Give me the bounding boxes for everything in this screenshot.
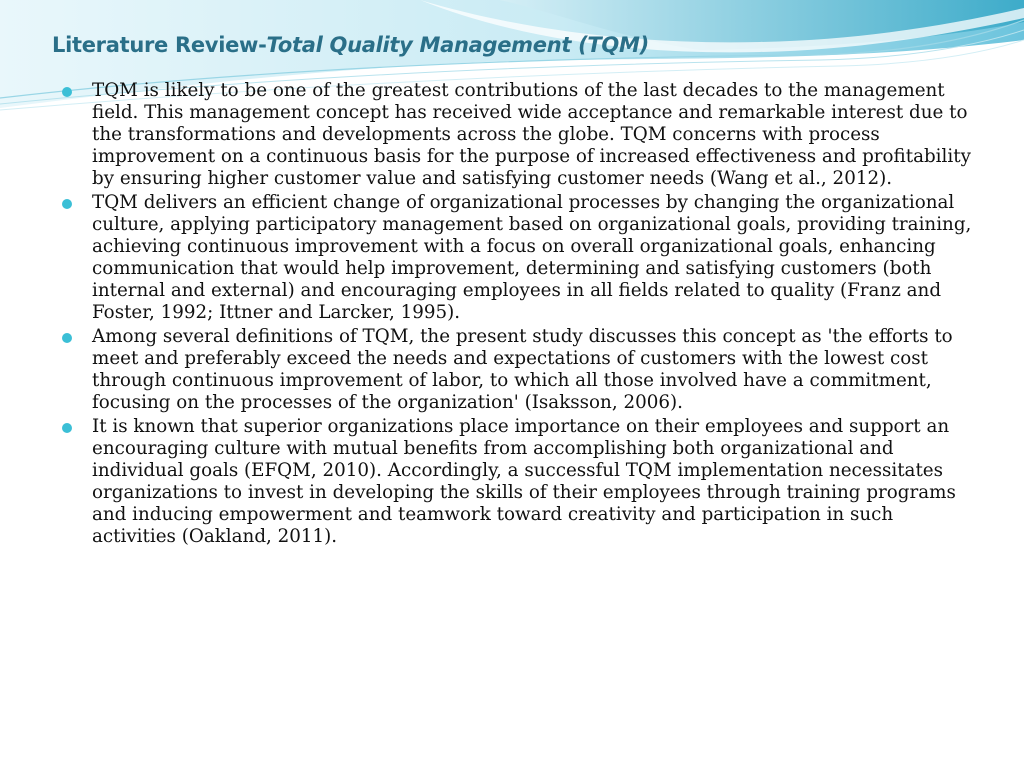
bullet-dot-icon [61,332,73,344]
slide-title [52,33,649,57]
bullet-list [56,80,976,550]
slide-title-main: Literature Review- [52,33,267,57]
bullet-dot-icon [61,422,73,434]
bullet-dot-icon [61,86,73,98]
bullet-text: TQM is likely to be one of the greatest contributions of the last decades to the management field. This management concept has received wide acceptance and remarkable interest due to the transformations and developments across the globe. TQM concerns with process improvement on a continuous basis for the purpose of increased effectiveness and profitability by ensuring higher customer value and satisfying customer needs (Wang et al., 2012). [92,80,971,189]
bullet-text: It is known that superior organizations place importance on their employees and support an encouraging culture with mutual benefits from accomplishing both organizational and individual goals (EFQM, 2010). Accordingly, a successful TQM implementation necessitates organizations to invest in developing the skills of their employees through training programs and inducing empowerment and teamwork toward creativity and participation in such activities (Oakland, 2011). [92,416,956,547]
bullet-item [56,326,976,414]
slide-title-subtitle: Total Quality Management (TQM) [266,33,649,57]
bullet-dot-icon [61,198,73,210]
bullet-item [56,192,976,324]
bullet-text: Among several definitions of TQM, the present study discusses this concept as 'the efforts to meet and preferably exceed the needs and expectations of customers with the lowest cost through continuous improvement of labor, to which all those involved have a commitment, focusing on the processes of the organization' (Isaksson, 2006). [92,326,953,413]
bullet-item [56,416,976,548]
bullet-text: TQM delivers an efficient change of organizational processes by changing the organizational culture, applying participatory management based on organizational goals, providing training, achieving continuous improvement with a focus on overall organizational goals, enhancing communication that would help improvement, determining and satisfying customers (both internal and external) and encouraging employees in all fields related to quality (Franz and Foster, 1992; Ittner and Larcker, 1995). [92,192,972,323]
bullet-item [56,80,976,190]
